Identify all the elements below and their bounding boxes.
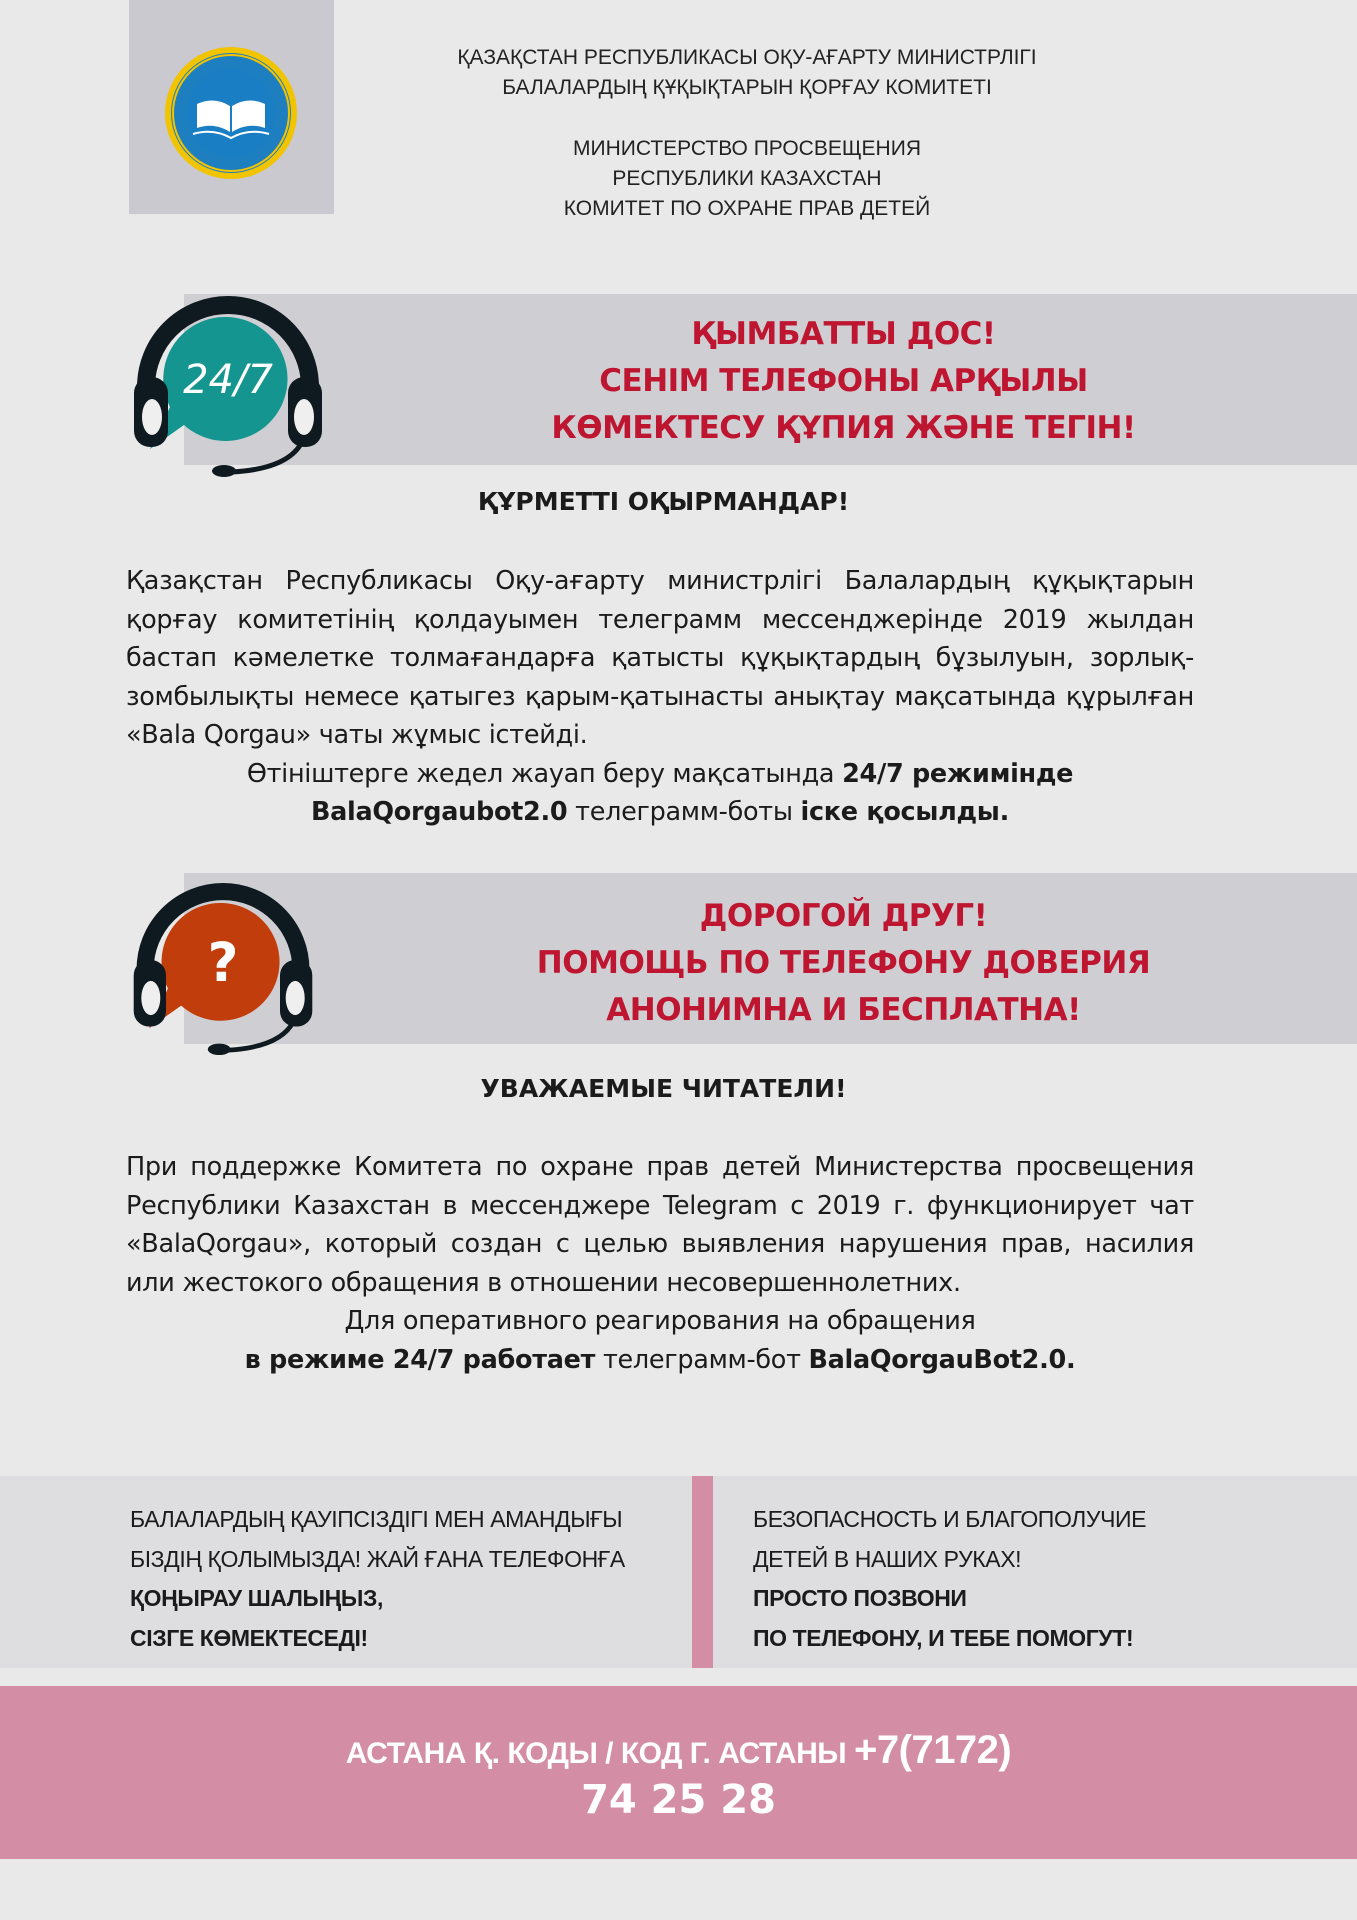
divider (692, 1476, 713, 1668)
phone-number[interactable]: 74 25 28 (581, 1777, 776, 1823)
slogan-line: БЕЗОПАСНОСТЬ И БЛАГОПОЛУЧИЕ (753, 1506, 1147, 1532)
banner-line: КӨМЕКТЕСУ ҚҰПИЯ ЖӘНЕ ТЕГІН! (551, 410, 1136, 446)
slogan-line-bold: ПРОСТО ПОЗВОНИ (753, 1585, 967, 1611)
text: телеграмм-боты (567, 797, 801, 827)
headset-icon (128, 862, 318, 1058)
ru-bot-line2 (126, 1341, 1194, 1380)
header-kz-line: ҚАЗАҚСТАН РЕСПУБЛИКАСЫ ОҚУ-АҒАРТУ МИНИСТРЛІГІ (457, 46, 1037, 69)
text-bold: в режиме 24/7 работает (244, 1344, 596, 1375)
text-bold: іске қосылды. (800, 797, 1009, 827)
header-kz-line: БАЛАЛАРДЫҢ ҚҰҚЫҚТАРЫН ҚОРҒАУ КОМИТЕТІ (502, 76, 992, 99)
slogan-line: БІЗДІҢ ҚОЛЫМЫЗДА! ЖАЙ ҒАНА ТЕЛЕФОНҒА (130, 1545, 625, 1572)
kz-paragraph: Қазақстан Республикасы Оқу-ағарту министрлігі Балалардың құқықтарын қорғау комитетінің қолдауымен телеграмм мессенджерінде 2019 жылдан бастап кәмелетке толмағандарға қатысты құқықтардың бұзылуын, зорлық-зомбылықты немесе қатыгез қарым-қатынасты анықтау мақсатында құрылған «Bala Qorgau» чаты жұмыс істейді. (126, 566, 1194, 750)
header-ru-line: РЕСПУБЛИКИ КАЗАХСТАН (612, 167, 882, 190)
logo-panel (129, 0, 334, 214)
text: Өтініштерге жедел жауап беру мақсатында (246, 758, 843, 789)
phone-code: +7(7172) (854, 1728, 1012, 1772)
slogan-kz (130, 1500, 625, 1658)
banner-kz-title (330, 311, 1357, 452)
slogan-line-bold: ҚОҢЫРАУ ШАЛЫҢЫЗ, (130, 1585, 383, 1611)
slogan-ru (753, 1500, 1146, 1658)
kz-bot-line (126, 755, 1194, 794)
banner-line: ПОМОЩЬ ПО ТЕЛЕФОНУ ДОВЕРИЯ (536, 945, 1151, 981)
phone-banner (0, 1686, 1357, 1859)
kz-greeting: ҚҰРМЕТТІ ОҚЫРМАНДАР! (477, 487, 850, 516)
text-bold: 24/7 режимінде (842, 758, 1074, 789)
phone-label: АСТАНА Қ. КОДЫ / КОД Г. АСТАНЫ (345, 1737, 855, 1770)
kz-body (126, 562, 1194, 832)
bot-name: BalaQorgauBot2.0. (808, 1344, 1076, 1375)
badge-24-7: 24/7 (183, 357, 273, 403)
ru-paragraph: При поддержке Комитета по охране прав детей Министерства просвещения Республики Казахстан в мессенджере Telegram с 2019 г. функционирует чат «BalaQorgau», который создан с целью выявления нарушения прав, насилия или жестокого обращения в отношении несовершеннолетних. (126, 1152, 1194, 1298)
banner-line: СЕНІМ ТЕЛЕФОНЫ АРҚЫЛЫ (599, 363, 1088, 399)
banner-line: ДОРОГОЙ ДРУГ! (699, 898, 988, 934)
slogan-line: ДЕТЕЙ В НАШИХ РУКАХ! (753, 1545, 1022, 1572)
text: телеграмм-бот (595, 1344, 809, 1375)
slogan-line: БАЛАЛАРДЫҢ ҚАУІПСІЗДІГІ МЕН АМАНДЫҒЫ (130, 1506, 623, 1532)
header-ru-line: МИНИСТЕРСТВО ПРОСВЕЩЕНИЯ (573, 137, 921, 160)
header-kz (400, 43, 1094, 103)
slogan-line-bold: ПО ТЕЛЕФОНУ, И ТЕБЕ ПОМОГУТ! (753, 1624, 1134, 1651)
header-ru (400, 134, 1094, 224)
kz-bot-line2 (126, 793, 1194, 832)
ru-greeting: УВАЖАЕМЫЕ ЧИТАТЕЛИ! (480, 1074, 847, 1103)
banner-ru-title (330, 893, 1357, 1034)
banner-line: АНОНИМНА И БЕСПЛАТНА! (606, 992, 1081, 1028)
question-badge: ? (207, 931, 239, 994)
ru-bot-line: Для оперативного реагирования на обращения (344, 1306, 976, 1336)
ru-body (126, 1148, 1194, 1379)
header-ru-line: КОМИТЕТ ПО ОХРАНЕ ПРАВ ДЕТЕЙ (563, 197, 931, 220)
banner-line: ҚЫМБАТТЫ ДОС! (691, 316, 996, 352)
slogan-line-bold: СІЗГЕ КӨМЕКТЕСЕДІ! (130, 1624, 368, 1651)
bot-name: BalaQorgaubot2.0 (311, 797, 568, 827)
phone-line (0, 1728, 1357, 1773)
headset-icon (128, 277, 328, 477)
ministry-logo-icon (129, 0, 334, 214)
